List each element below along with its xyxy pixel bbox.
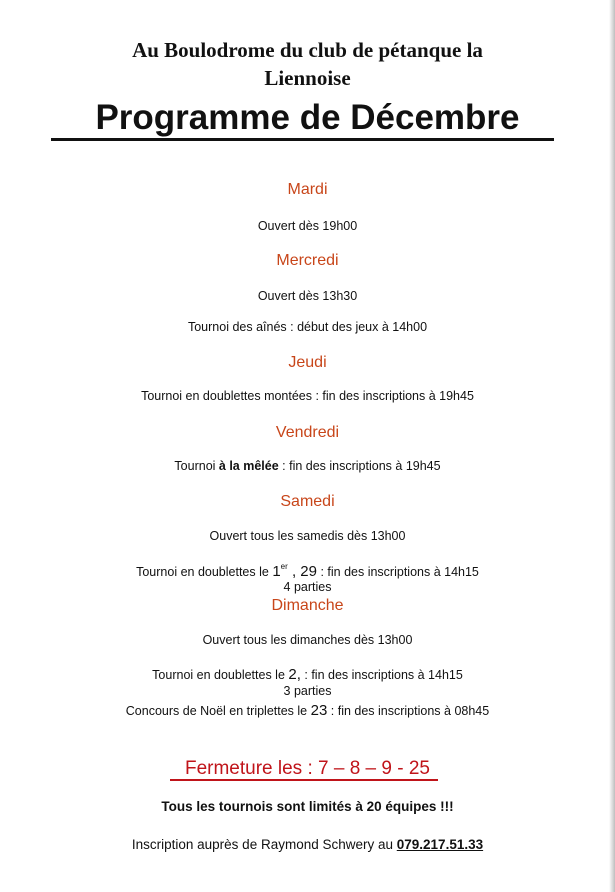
noel-pre: Concours de Noël en triplettes le bbox=[125, 704, 311, 718]
contact-line bbox=[0, 837, 615, 853]
scan-edge-shadow bbox=[609, 0, 615, 892]
samedi-date-1-suffix: er bbox=[280, 562, 288, 571]
dimanche-date: 2, bbox=[288, 666, 301, 683]
mercredi-opening: Ouvert dès 13h30 bbox=[257, 289, 358, 303]
title-underline bbox=[51, 138, 554, 141]
samedi-date-2: 29 bbox=[300, 563, 317, 580]
noel-date: 23 bbox=[310, 702, 328, 719]
club-name-line-1: Au Boulodrome du club de pétanque la bbox=[132, 38, 483, 62]
contact-text: Inscription auprès de Raymond Schwery au bbox=[131, 837, 397, 852]
dimanche-tournoi bbox=[0, 667, 615, 683]
page-title: Programme de Décembre bbox=[95, 98, 520, 137]
mercredi-tournoi: Tournoi des aînés : début des jeux à 14h00 bbox=[187, 320, 428, 334]
samedi-opening: Ouvert tous les samedis dès 13h00 bbox=[209, 529, 406, 543]
dimanche-opening: Ouvert tous les dimanches dès 13h00 bbox=[202, 633, 413, 647]
contact-phone: 079.217.51.33 bbox=[396, 837, 484, 852]
closing-dates: Fermeture les : 7 – 8 – 9 - 25 bbox=[184, 758, 430, 779]
vendredi-tournoi bbox=[0, 459, 615, 474]
day-heading-dimanche: Dimanche bbox=[271, 597, 344, 614]
samedi-parties: 4 parties bbox=[283, 580, 332, 594]
tournament-limit-notice: Tous les tournois sont limités à 20 équipes !!! bbox=[161, 799, 454, 814]
day-heading-mercredi: Mercredi bbox=[276, 252, 339, 269]
noel-post: : fin des inscriptions à 08h45 bbox=[327, 704, 490, 718]
club-name-line-2: Liennoise bbox=[264, 66, 351, 90]
vendredi-tournoi-melee: à la mêlée bbox=[218, 459, 279, 473]
samedi-date-1: 1 bbox=[272, 563, 281, 580]
dimanche-noel bbox=[0, 703, 615, 719]
mardi-opening: Ouvert dès 19h00 bbox=[257, 219, 358, 233]
day-heading-jeudi: Jeudi bbox=[288, 354, 327, 371]
vendredi-tournoi-pre: Tournoi bbox=[174, 459, 219, 473]
dimanche-parties: 3 parties bbox=[283, 684, 332, 698]
day-heading-samedi: Samedi bbox=[280, 493, 335, 510]
samedi-date-sep: , bbox=[287, 563, 301, 580]
vendredi-tournoi-post: : fin des inscriptions à 19h45 bbox=[278, 459, 441, 473]
samedi-tournoi-post: : fin des inscriptions à 14h15 bbox=[316, 565, 479, 579]
dimanche-tournoi-post: : fin des inscriptions à 14h15 bbox=[300, 668, 463, 682]
samedi-tournoi-pre: Tournoi en doublettes le bbox=[136, 565, 273, 579]
closing-underline bbox=[170, 779, 438, 781]
jeudi-tournoi: Tournoi en doublettes montées : fin des inscriptions à 19h45 bbox=[141, 389, 474, 403]
dimanche-tournoi-pre: Tournoi en doublettes le bbox=[152, 668, 289, 682]
samedi-tournoi bbox=[0, 564, 615, 580]
day-heading-mardi: Mardi bbox=[287, 181, 328, 198]
day-heading-vendredi: Vendredi bbox=[275, 424, 340, 441]
